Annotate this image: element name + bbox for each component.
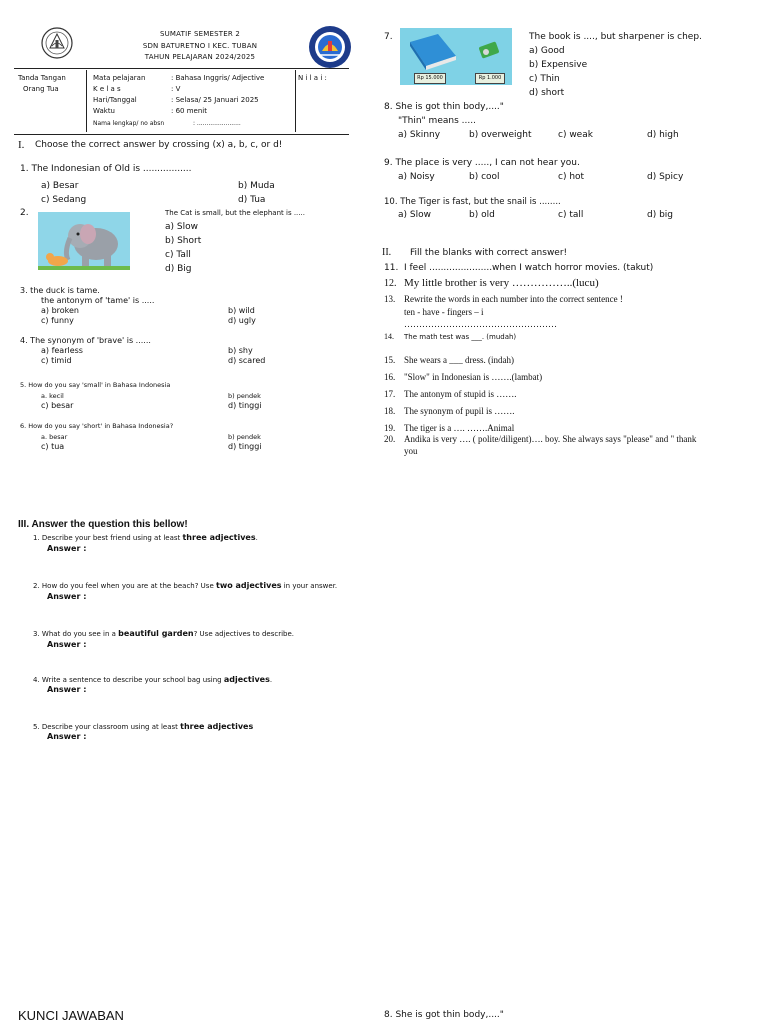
section-3-title: III. Answer the question this bellow!	[18, 519, 188, 530]
school-logo	[308, 25, 352, 69]
q4-option-b[interactable]: b) shy	[228, 346, 253, 355]
info-label-date: Hari/Tanggal	[93, 96, 137, 104]
fill-20-text: Andika is very …. ( polite/diligent)…. boy. She always says "please" and " thank	[404, 434, 697, 444]
q8-option-d[interactable]: d) high	[647, 130, 679, 140]
q3-option-a[interactable]: a) broken	[41, 306, 79, 315]
info-value-subject: : Bahasa Inggris/ Adjective	[171, 74, 265, 82]
q5-text: 5. How do you say 'small' in Bahasa Indonesia	[20, 381, 171, 389]
q6-option-d[interactable]: d) tinggi	[228, 442, 262, 451]
q7-option-b[interactable]: b) Expensive	[529, 60, 588, 70]
header-divider	[14, 68, 349, 69]
fill-16-number: 16.	[384, 372, 396, 382]
fill-20-number: 20.	[384, 434, 396, 444]
q4-text: 4. The synonym of 'brave' is ......	[20, 336, 151, 345]
q10-text: 10. The Tiger is fast, but the snail is ........	[384, 197, 561, 207]
header-line-3: TAHUN PELAJARAN 2024/2025	[144, 53, 256, 61]
fill-13-words: ten - have - fingers – i	[404, 307, 484, 317]
q5-option-d[interactable]: d) tinggi	[228, 401, 262, 410]
section-1-number: I.	[18, 139, 25, 151]
fill-11-number: 11.	[384, 263, 399, 273]
fill-16-text: "Slow" in Indonesian is …….(lambat)	[404, 372, 543, 382]
info-value-name: : .......................	[193, 120, 241, 127]
book-sharpener-image	[400, 28, 512, 85]
essay-question-2: 2. How do you feel when you are at the beach? Use two adjectives in your answer.	[33, 581, 338, 590]
fill-13-number: 13.	[384, 294, 396, 304]
answer-key-q8: 8. She is got thin body,...."	[384, 1010, 504, 1020]
fill-17-number: 17.	[384, 389, 396, 399]
q3-text-2: the antonym of 'tame' is .....	[41, 296, 155, 305]
q6-option-c[interactable]: c) tua	[41, 442, 65, 451]
parent-signature-label-1: Tanda Tangan	[18, 74, 66, 82]
fill-15-number: 15.	[384, 355, 396, 365]
fill-13-text: Rewrite the words in each number into the correct sentence !	[404, 294, 623, 304]
essay-answer-4[interactable]: Answer :	[47, 685, 87, 694]
fill-17-text: The antonym of stupid is …….	[404, 389, 517, 399]
q6-option-b[interactable]: b) pendek	[228, 433, 261, 441]
q1-option-c[interactable]: c) Sedang	[41, 195, 87, 205]
q9-text: 9. The place is very ....., I can not hear you.	[384, 158, 580, 168]
section-2-number: II.	[382, 247, 392, 258]
info-value-date: : Selasa/ 25 Januari 2025	[171, 96, 259, 104]
essay-answer-1[interactable]: Answer :	[47, 544, 87, 553]
info-divider-left	[86, 70, 87, 132]
essay-answer-5[interactable]: Answer :	[47, 732, 87, 741]
section-1-title: Choose the correct answer by crossing (x) a, b, c, or d!	[35, 140, 283, 150]
essay-question-5: 5. Describe your classroom using at least three adjectives	[33, 722, 254, 731]
essay-answer-3[interactable]: Answer :	[47, 640, 87, 649]
fill-19-number: 19.	[384, 423, 396, 433]
q8-text-2: "Thin" means .....	[398, 116, 476, 126]
fill-13-answer-line[interactable]: ……………………………………………	[404, 319, 557, 329]
q10-option-c[interactable]: c) tall	[558, 210, 584, 220]
q10-option-b[interactable]: b) old	[469, 210, 495, 220]
q3-option-d[interactable]: d) ugly	[228, 316, 256, 325]
essay-answer-2[interactable]: Answer :	[47, 592, 87, 601]
info-value-class: : V	[171, 85, 181, 93]
info-label-time: Waktu	[93, 107, 115, 115]
q4-option-c[interactable]: c) timid	[41, 356, 72, 365]
q7-number: 7.	[384, 32, 393, 42]
header-line-2: SDN BATURETNO I KEC. TUBAN	[142, 42, 258, 50]
essay-question-3: 3. What do you see in a beautiful garden? Use adjectives to describe.	[33, 629, 294, 638]
q3-text: 3. the duck is tame.	[20, 286, 100, 295]
q8-text: 8. She is got thin body,...."	[384, 102, 504, 112]
q1-option-d[interactable]: d) Tua	[238, 195, 266, 205]
info-value-time: : 60 menit	[171, 107, 207, 115]
sharpener-price-tag: Rp 1.000	[475, 73, 505, 84]
fill-14-text: The math test was ___. (mudah)	[404, 333, 517, 341]
fill-12-text: My little brother is very ……………..(lucu)	[404, 277, 599, 289]
q7-text: The book is ...., but sharpener is chep.	[529, 32, 702, 42]
q6-text: 6. How do you say 'short' in Bahasa Indonesia?	[20, 422, 174, 430]
q5-option-c[interactable]: c) besar	[41, 401, 74, 410]
fill-19-text: The tiger is a …. …….Animal	[404, 423, 515, 433]
q1-text: 1. The Indonesian of Old is .................	[20, 164, 192, 174]
essay-question-1: 1. Describe your best friend using at least three adjectives.	[33, 533, 258, 542]
q2-option-c[interactable]: c) Tall	[165, 250, 191, 260]
q10-option-d[interactable]: d) big	[647, 210, 674, 220]
info-label-name: Nama lengkap/ no absn	[93, 120, 165, 127]
q4-option-d[interactable]: d) scared	[228, 356, 266, 365]
answer-key-title: KUNCI JAWABAN	[18, 1008, 124, 1023]
info-label-class: K e l a s	[93, 85, 121, 93]
q9-option-a[interactable]: a) Noisy	[398, 172, 435, 182]
q2-text: The Cat is small, but the elephant is .....	[165, 209, 305, 217]
q2-option-d[interactable]: d) Big	[165, 264, 192, 274]
tut-wuri-logo	[40, 26, 74, 60]
q5-option-a[interactable]: a. kecil	[41, 392, 64, 400]
q9-option-c[interactable]: c) hot	[558, 172, 585, 182]
q4-option-a[interactable]: a) fearless	[41, 346, 83, 355]
elephant-cat-image	[38, 212, 130, 270]
fill-15-text: She wears a ___ dress. (indah)	[404, 355, 514, 365]
fill-18-text: The synonym of pupil is …….	[404, 406, 515, 416]
q1-option-b[interactable]: b) Muda	[238, 181, 275, 191]
q7-option-a[interactable]: a) Good	[529, 46, 565, 56]
fill-18-number: 18.	[384, 406, 396, 416]
q8-option-c[interactable]: c) weak	[558, 130, 593, 140]
book-price-tag: Rp 15.000	[414, 73, 446, 84]
q5-option-b[interactable]: b) pendek	[228, 392, 261, 400]
q6-option-a[interactable]: a. besar	[41, 433, 68, 441]
q8-option-b[interactable]: b) overweight	[469, 130, 532, 140]
info-label-subject: Mata pelajaran	[93, 74, 146, 82]
q7-option-c[interactable]: c) Thin	[529, 74, 560, 84]
info-divider-right	[295, 70, 296, 132]
q1-option-a[interactable]: a) Besar	[41, 181, 79, 191]
q3-option-b[interactable]: b) wild	[228, 306, 255, 315]
header-line-1: SUMATIF SEMESTER 2	[159, 30, 241, 38]
fill-14-number: 14.	[384, 332, 394, 341]
q7-option-d[interactable]: d) short	[529, 88, 565, 98]
q9-option-b[interactable]: b) cool	[469, 172, 500, 182]
fill-12-number: 12.	[384, 278, 397, 289]
fill-11-text: I feel ......................when I watch horror movies. (takut)	[404, 263, 654, 273]
parent-signature-label-2: Orang Tua	[23, 85, 59, 93]
q2-option-a[interactable]: a) Slow	[165, 222, 198, 232]
info-bottom-divider	[14, 134, 349, 135]
score-label: N i l a i :	[298, 74, 327, 82]
q2-number: 2.	[20, 208, 29, 218]
essay-question-4: 4. Write a sentence to describe your school bag using adjectives.	[33, 675, 273, 684]
q9-option-d[interactable]: d) Spicy	[647, 172, 684, 182]
fill-20-text-2: you	[404, 446, 418, 456]
q3-option-c[interactable]: c) funny	[41, 316, 74, 325]
section-2-title: Fill the blanks with correct answer!	[410, 248, 568, 258]
q10-option-a[interactable]: a) Slow	[398, 210, 431, 220]
q2-option-b[interactable]: b) Short	[165, 236, 202, 246]
q8-option-a[interactable]: a) Skinny	[398, 130, 441, 140]
